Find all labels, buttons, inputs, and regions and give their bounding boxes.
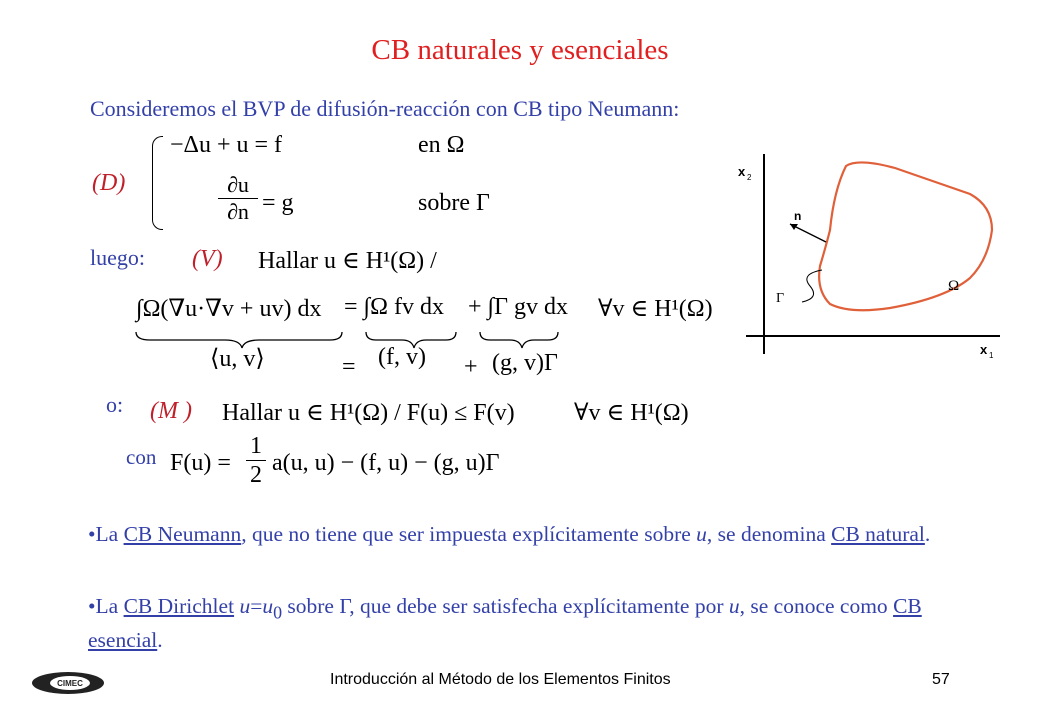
bullet-2-mid1b: sobre Γ, que debe ser satisfecha explícitamente por — [282, 594, 729, 618]
omega-label: Ω — [948, 278, 960, 294]
bullet-1-end: . — [924, 522, 931, 546]
bullet-2-eq: = — [250, 594, 263, 618]
problem-m-text: Hallar u ∈ H¹(Ω) / F(u) ≤ F(v) — [222, 400, 515, 426]
problem-m-forall: ∀v ∈ H¹(Ω) — [574, 400, 689, 426]
bullet-1-prefix: •La — [88, 522, 124, 546]
domain-figure — [730, 150, 1010, 370]
under-mid: (f, v) — [378, 344, 426, 370]
bullet-neumann — [88, 520, 948, 548]
link-cb-esencial[interactable]: CB esencial — [88, 594, 922, 653]
bullet-2-var3: u — [728, 594, 740, 618]
under-eq: = — [342, 354, 356, 380]
problem-d-eq1-where: en Ω — [418, 132, 465, 158]
underbrace-rhs — [480, 332, 558, 348]
underbraces — [130, 328, 570, 352]
bullet-1-var: u — [696, 522, 707, 546]
bullet-2-var2: u — [262, 594, 274, 618]
bullet-dirichlet — [88, 592, 948, 654]
problem-d-label: (D) — [92, 170, 126, 196]
integral-rhs: + ∫Γ gv dx — [468, 294, 568, 320]
under-rhs: (g, v)Γ — [492, 350, 558, 376]
link-cb-natural[interactable]: CB natural — [831, 522, 925, 546]
gamma-label: Γ — [776, 291, 785, 306]
functional-rhs: a(u, u) − (f, u) − (g, u)Γ — [272, 450, 500, 476]
problem-d-eq2-rhs: = g — [262, 190, 294, 216]
bullet-2-end: . — [157, 628, 163, 653]
intro-text: Consideremos el BVP de difusión-reacción con CB tipo Neumann: — [90, 96, 680, 121]
footer-title: Introducción al Método de los Elementos Finitos — [330, 671, 671, 688]
functional-frac-num: 1 — [246, 432, 266, 461]
bullet-1-mid1: , que no tiene que ser impuesta explícitamente sobre — [241, 522, 697, 546]
o-label: o: — [106, 392, 124, 417]
integral-forall: ∀v ∈ H¹(Ω) — [598, 296, 713, 322]
slide-title: CB naturales y esenciales — [371, 34, 669, 66]
problem-d-eq1: −Δu + u = f — [170, 132, 283, 158]
problem-d-eq2-den: ∂n — [227, 199, 249, 224]
problem-d-eq2-where: sobre Γ — [418, 190, 490, 216]
domain-boundary — [819, 162, 992, 310]
bullet-1-mid2: , se denomina — [706, 522, 832, 546]
con-label: con — [126, 445, 157, 469]
functional-frac-den: 2 — [250, 462, 262, 488]
under-lhs: ⟨u, v⟩ — [210, 346, 265, 372]
problem-d-eq2-frac — [218, 172, 258, 225]
bullet-2-sub: 0 — [273, 602, 283, 623]
problem-d-brace — [152, 136, 163, 230]
functional-frac — [246, 432, 266, 489]
x2-label: x — [738, 164, 746, 179]
link-cb-dirichlet[interactable]: CB Dirichlet — [123, 594, 235, 618]
x1-sub: 1 — [989, 351, 994, 360]
link-cb-neumann[interactable]: CB Neumann — [123, 522, 242, 546]
integral-mid: = ∫Ω fv dx — [344, 294, 444, 320]
problem-m-label: (M ) — [150, 398, 192, 424]
under-plus: + — [464, 354, 478, 380]
problem-v-text: Hallar u ∈ H¹(Ω) / — [258, 248, 437, 274]
cimec-logo — [30, 670, 106, 696]
problem-d-eq2-num: ∂u — [218, 172, 258, 199]
luego-label: luego: — [90, 245, 145, 270]
functional-lhs: F(u) = — [170, 450, 231, 476]
x1-label: x — [980, 342, 988, 357]
bullet-2-prefix: •La — [88, 594, 124, 618]
problem-v-label: (V) — [192, 246, 223, 272]
x2-sub: 2 — [747, 173, 752, 182]
bullet-2-var1: u — [239, 594, 251, 618]
normal-label: n — [794, 209, 802, 223]
integral-lhs: ∫Ω(∇u·∇v + uv) dx — [136, 296, 322, 322]
logo-text: CIMEC — [57, 679, 83, 688]
bullet-2-mid2: , se conoce como — [739, 594, 894, 618]
page-number: 57 — [932, 671, 950, 688]
